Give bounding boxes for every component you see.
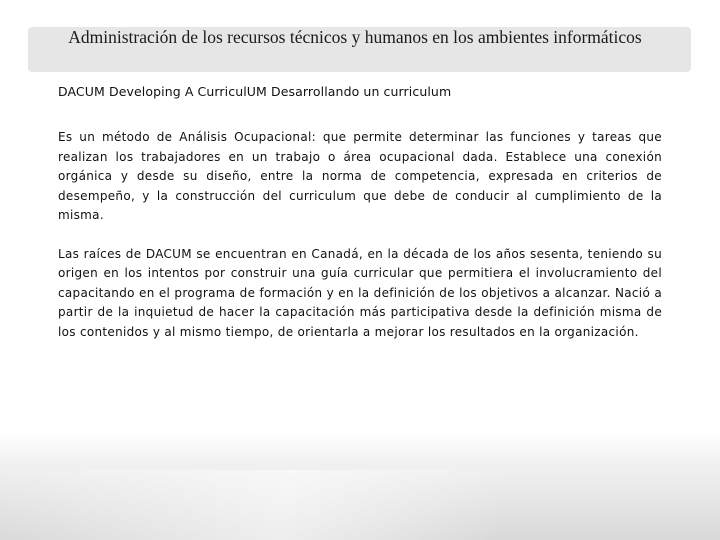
paragraph-history: Las raíces de DACUM se encuentran en Canadá, en la década de los años sesenta, teniendo su origen en los intentos por construir una guía curricular que permitiera el involucramiento del capacitando en el programa de formación y en la definición de los objetivos a alcanzar. Nació a partir de la inquietud de hacer la capacitación más participativa desde la definición misma de los contenidos y al mismo tiempo, de orientarla a mejorar los resultados en la organización. xyxy=(58,246,662,339)
paragraph-definition: Es un método de Análisis Ocupacional: que permite determinar las funciones y tareas que realizan los trabajadores en un trabajo o área ocupacional dada. Establece una conexión orgánica y desde su diseño, entre la norma de competencia, expresada en criterios de desempeño, y la construcción del curriculum que debe de conducir al cumplimiento de la misma. xyxy=(58,130,662,222)
footer-highlight xyxy=(0,470,720,540)
slide-title: Administración de los recursos técnicos y humanos en los ambientes informáticos xyxy=(68,27,642,47)
slide-subtitle: DACUM Developing A CurriculUM Desarrollando un curriculum xyxy=(58,84,452,99)
slide-content xyxy=(58,84,662,362)
